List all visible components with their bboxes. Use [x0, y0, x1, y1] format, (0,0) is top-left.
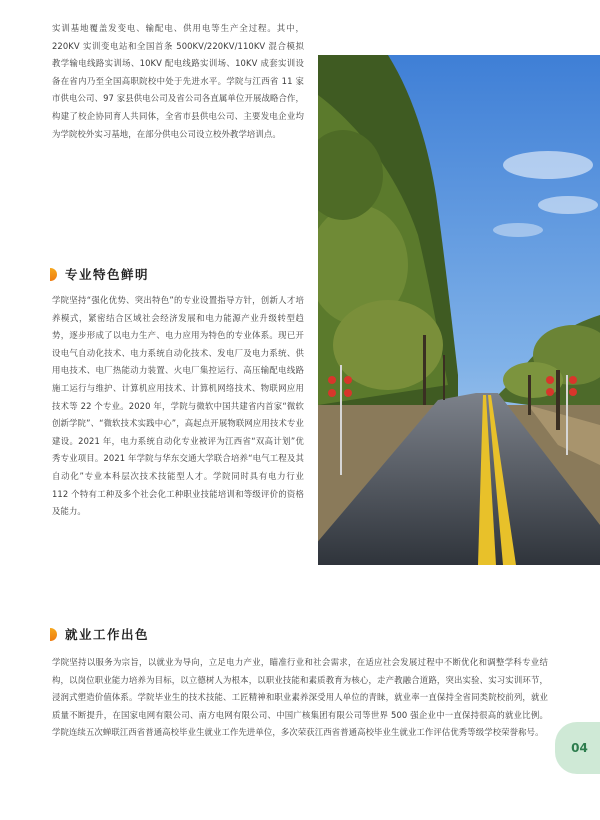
- intro-paragraph: 实训基地覆盖发变电、输配电、供用电等生产全过程。其中，220KV 实训变电站和全国首条 500KV/220KV/110KV 混合模拟教学输电线路实训场、10KV 配电线路实训场、10KV 成套实训设备在省内乃至全国高职院校中处于先进水平。学院与江西省 11 家市供电公司、97 家县供电公司及省公司各直属单位开展战略合作，构建了校企协同育人共同体，全省市县供电公司、主要发电企业均为学院校外实习基地，在部分供电公司设立校外教学培训点。: [52, 23, 304, 139]
- orange-marker-icon: [50, 268, 57, 281]
- employment-section-heading: [50, 625, 149, 643]
- feature-paragraph: 学院坚持“强化优势、突出特色”的专业设置指导方针，创新人才培养模式，紧密结合区域社会经济发展和电力能源产业升级转型趋势，逐步形成了以电力生产、电力应用为特色的专业体系。现已开设电气自动化技术、电力系统自动化技术、发电厂及电力系统、供用电技术、电厂热能动力装置、火电厂集控运行、高压输配电线路施工运行与维护、计算机应用技术、计算机网络技术、物联网应用技术等 22 个专业。2020 年，学院与微软中国共建省内首家“微软创新学院”、“微软技术实践中心”，高起点开展物联网应用技术专业建设。2021 年，电力系统自动化专业被评为江西省“双高计划”优秀专业项目。2021 年学院与华东交通大学联合培养“电气工程及其自动化”专业本科层次技术技能型人才。学院同时具有电力行业 112 个特有工种及多个社会化工种职业技能培训和等级评价的资格及能力。: [52, 295, 304, 517]
- orange-marker-icon: [50, 628, 57, 641]
- employment-section-title: 就业工作出色: [65, 627, 150, 642]
- page-number-tab: 04: [555, 722, 600, 774]
- employment-paragraph: 学院坚持以服务为宗旨，以就业为导向，立足电力产业，瞄准行业和社会需求，在适应社会发展过程中不断优化和调整学科专业结构，以岗位职业能力培养为目标，以立德树人为根本，以职业技能和素质教育为核心，走产教融合道路，突出实验、实习实训环节，浸润式塑造价值体系。学院毕业生的技术技能、工匠精神和职业素养深受用人单位的青睐，就业率一直保持全省同类院校前列，就业质量不断提升，在国家电网有限公司、南方电网有限公司、中国广核集团有限公司等世界 500 强企业中一直保持很高的就业比例。学院连续五次蝉联江西省普通高校毕业生就业工作先进单位，多次荣获江西省普通高校毕业生就业工作评估优秀等级学校荣誉称号。: [52, 657, 548, 738]
- feature-section-title: 专业特色鲜明: [65, 267, 150, 282]
- campus-road-photo: [318, 55, 600, 565]
- feature-section-heading: [50, 265, 149, 283]
